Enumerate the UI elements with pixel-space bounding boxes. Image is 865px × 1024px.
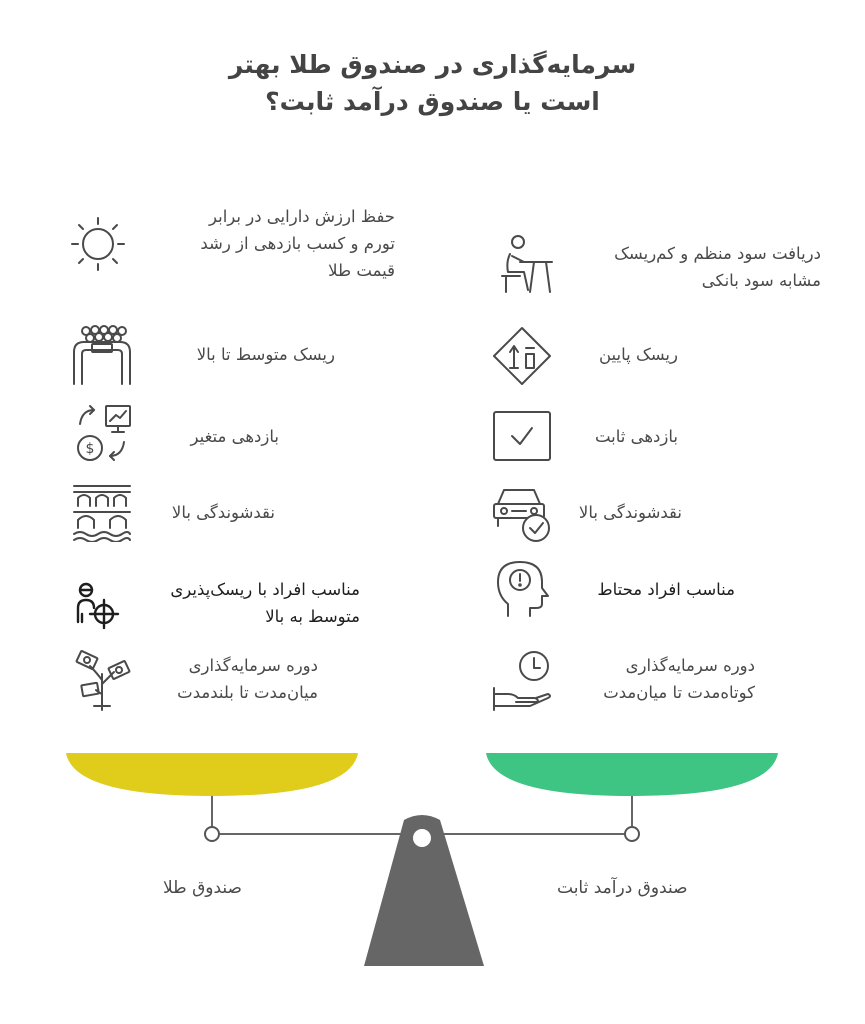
fixed-item-1 xyxy=(614,240,821,294)
balance-scale xyxy=(0,740,865,980)
bridge-water-icon xyxy=(70,478,134,542)
fixed-item-5-line-1: مناسب افراد محتاط xyxy=(597,580,735,599)
fixed-item-6-line-2: کوتاه‌مدت تا میان‌مدت xyxy=(603,683,755,702)
gold-item-2 xyxy=(197,341,335,368)
fixed-item-2 xyxy=(599,341,678,368)
money-plant-icon xyxy=(72,650,136,714)
svg-text:$: $ xyxy=(85,441,95,457)
fixed-item-4 xyxy=(579,499,682,526)
clock-hand-icon xyxy=(490,648,554,712)
gold-item-1-line-3: قیمت طلا xyxy=(328,261,395,280)
gold-fund-label: صندوق طلا xyxy=(163,878,242,898)
fixed-item-6 xyxy=(603,652,755,706)
fixed-pan xyxy=(486,753,778,796)
checkbox-icon xyxy=(490,404,554,468)
car-check-icon xyxy=(490,482,554,546)
fixed-item-4-line-1: نقدشوندگی بالا xyxy=(578,503,682,522)
person-at-desk-icon xyxy=(490,232,554,296)
gold-item-6 xyxy=(177,652,318,706)
fixed-item-3-line-1: بازدهی ثابت xyxy=(594,427,678,446)
fixed-pan-pivot xyxy=(625,827,639,841)
cautious-head-icon xyxy=(490,556,554,620)
gold-item-2-line-1: ریسک متوسط تا بالا xyxy=(196,345,335,364)
gold-item-3 xyxy=(191,423,280,450)
gold-item-5 xyxy=(170,576,360,630)
risk-target-person-icon xyxy=(70,578,134,642)
fixed-item-1-line-2: مشابه سود بانکی xyxy=(701,271,821,290)
road-sign-icon xyxy=(490,324,554,388)
sun-icon xyxy=(66,212,130,276)
variable-return-icon xyxy=(70,402,134,466)
fixed-item-3 xyxy=(595,423,678,450)
gold-item-1 xyxy=(200,203,395,284)
gold-item-5-line-1: مناسب افراد با ریسک‌پذیری xyxy=(170,580,360,599)
gold-item-6-line-1: دوره سرمایه‌گذاری xyxy=(188,656,318,675)
fixed-item-5 xyxy=(597,576,735,603)
fixed-income-fund-label: صندوق درآمد ثابت xyxy=(557,878,688,898)
title-line-1: سرمایه‌گذاری در صندوق طلا بهتر xyxy=(228,50,637,79)
gold-item-1-line-1: حفظ ارزش دارایی در برابر xyxy=(209,207,395,226)
gold-item-6-line-2: میان‌مدت تا بلندمدت xyxy=(177,683,318,702)
fixed-item-1-line-1: دریافت سود منظم و کم‌ریسک xyxy=(614,244,821,263)
fixed-item-6-line-1: دوره سرمایه‌گذاری xyxy=(625,656,755,675)
gold-item-3-line-1: بازدهی متغیر xyxy=(190,427,279,446)
fixed-item-2-line-1: ریسک پایین xyxy=(598,345,678,364)
gold-pan xyxy=(66,753,358,796)
crowd-arch-icon xyxy=(70,322,134,386)
fulcrum-pivot xyxy=(413,829,431,847)
title-line-2: است یا صندوق درآمد ثابت؟ xyxy=(265,87,600,116)
page-title xyxy=(0,46,865,120)
gold-item-4-line-1: نقدشوندگی بالا xyxy=(171,503,275,522)
gold-item-4 xyxy=(172,499,275,526)
gold-item-5-line-2: متوسط به بالا xyxy=(265,607,360,626)
gold-item-1-line-2: تورم و کسب بازدهی از رشد xyxy=(200,234,395,253)
gold-pan-pivot xyxy=(205,827,219,841)
